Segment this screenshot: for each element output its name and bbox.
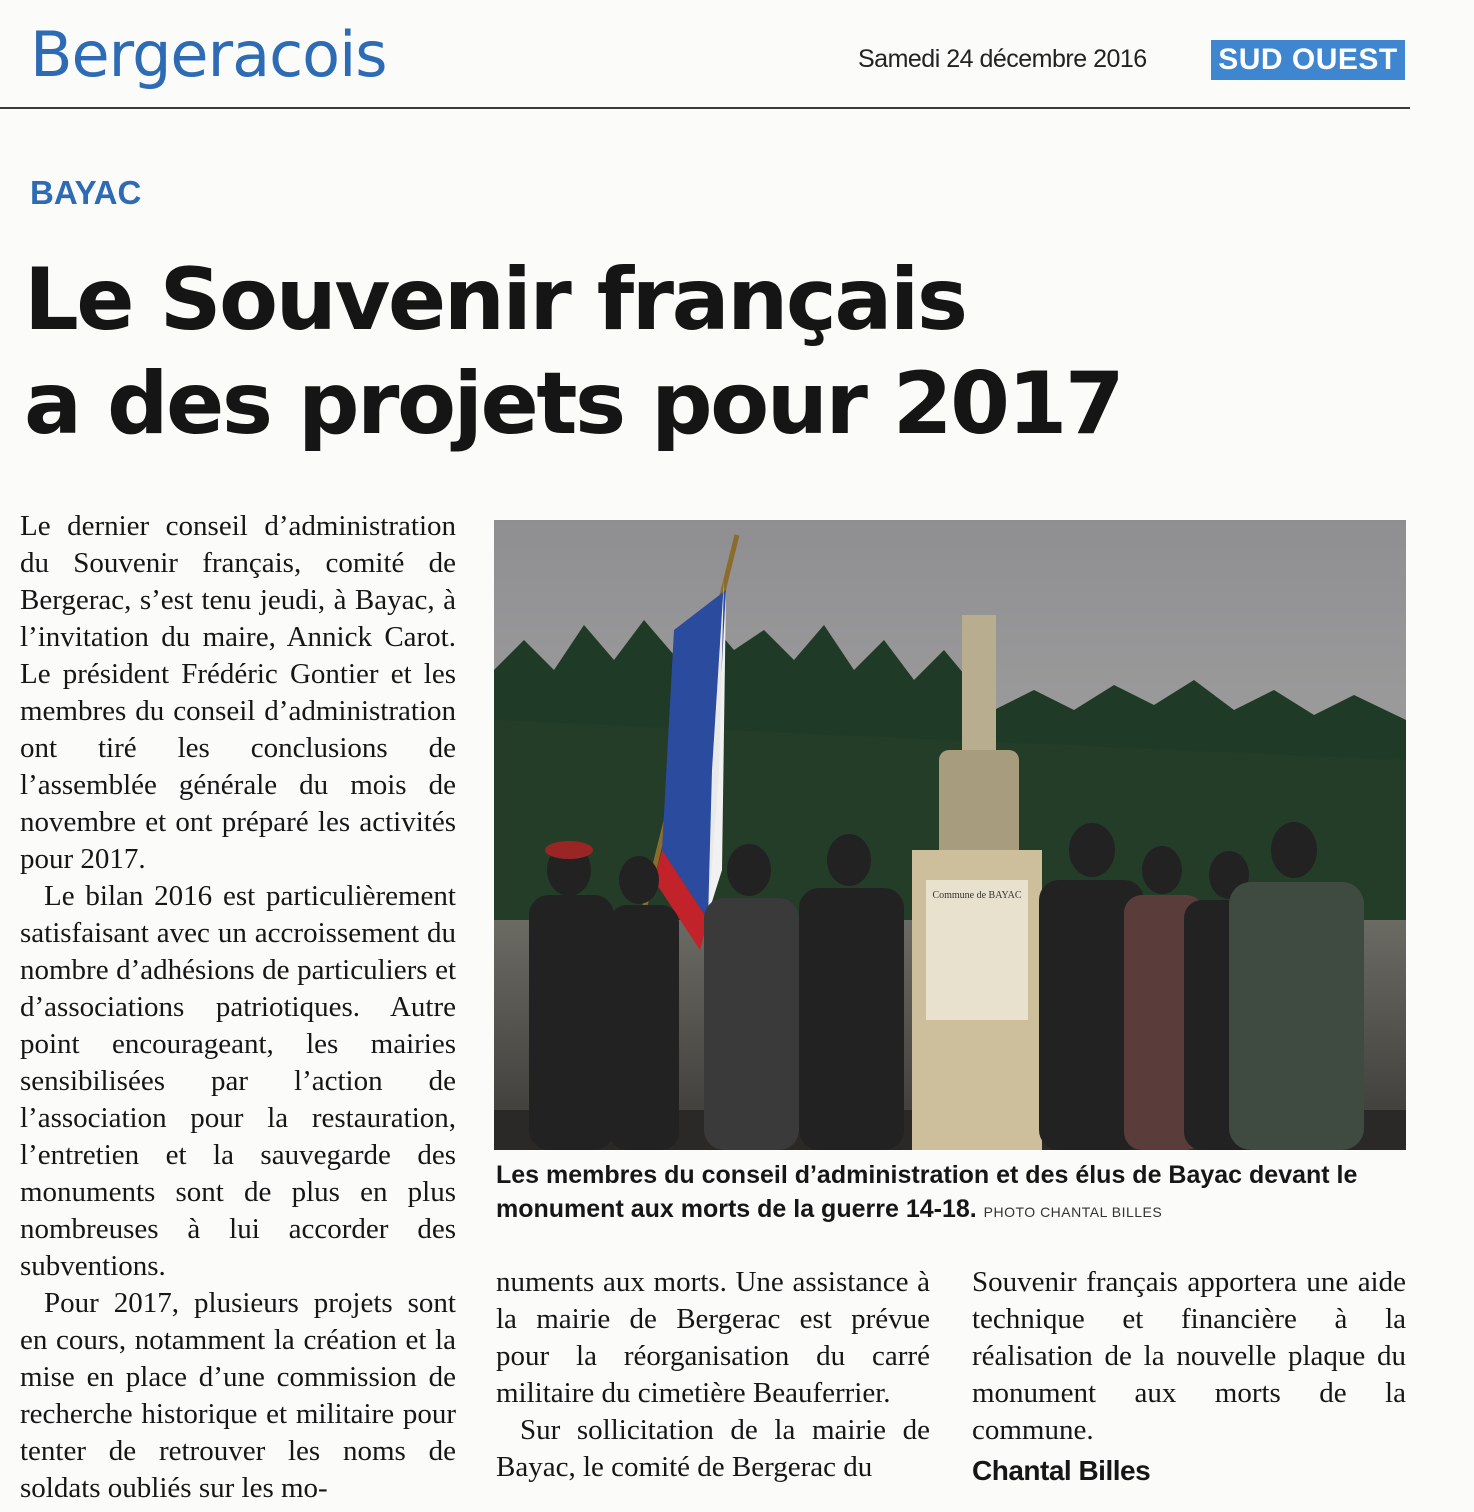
- paragraph: Pour 2017, plusieurs projets sont en cours, notamment la création et la mise en place d’une commission de recherche historique et militaire pour tenter de retrouver les noms de soldats oubliés sur les mo-: [20, 1287, 456, 1504]
- author-signature: Chantal Billes: [972, 1455, 1151, 1486]
- header-divider: [0, 107, 1410, 109]
- monument-plaque-text: Commune de BAYAC: [932, 890, 1022, 901]
- headline-line-1: Le Souvenir français: [24, 250, 966, 350]
- paragraph: Le bilan 2016 est particulièrement satisfaisant avec un accroissement du nombre d’adhésions de particuliers et d’associations patriotiques. Autre point encourageant, les mairies sensibilisées par l’action de l’association pour la restauration, l’entretien et la sauvegarde des monuments sont de plus en plus nombreuses à lui accorder des subventions.: [20, 880, 456, 1282]
- publication-date: Samedi 24 décembre 2016: [858, 45, 1147, 73]
- photo-credit: PHOTO CHANTAL BILLES: [983, 1204, 1163, 1220]
- headline-line-2: a des projets pour 2017: [24, 354, 1123, 454]
- paragraph: Le dernier conseil d’administration du Souvenir français, comité de Bergerac, s’est tenu jeudi, à Bayac, à l’invitation du maire, Annick Carot. Le président Frédéric Gontier et les membres du conseil d’administration ont tiré les conclusions de l’assemblée générale du mois de novembre et ont préparé les activités pour 2017.: [20, 510, 456, 875]
- article-photo: [494, 520, 1406, 1150]
- paragraph: Sur sollicitation de la mairie de Bayac, le comité de Bergerac du: [496, 1414, 930, 1483]
- article-column-2: [496, 1264, 930, 1486]
- caption-text: Les membres du conseil d’administration et des élus de Bayac devant le monument aux morts de la guerre 14-18.: [496, 1161, 1358, 1223]
- article-column-3: [972, 1264, 1406, 1491]
- paragraph: Souvenir français apportera une aide technique et financière à la réalisation de la nouvelle plaque du monument aux morts de la commune.: [972, 1266, 1406, 1446]
- headline: [24, 248, 1122, 456]
- section-title: Bergeracois: [30, 18, 387, 91]
- location-kicker: BAYAC: [30, 174, 142, 211]
- photo-caption: [496, 1158, 1406, 1229]
- article-column-1: [20, 508, 456, 1507]
- paragraph: numents aux morts. Une assistance à la mairie de Bergerac est prévue pour la réorganisation du carré militaire du cimetière Beauferrier.: [496, 1266, 930, 1409]
- newspaper-logo: SUD OUEST: [1211, 40, 1405, 80]
